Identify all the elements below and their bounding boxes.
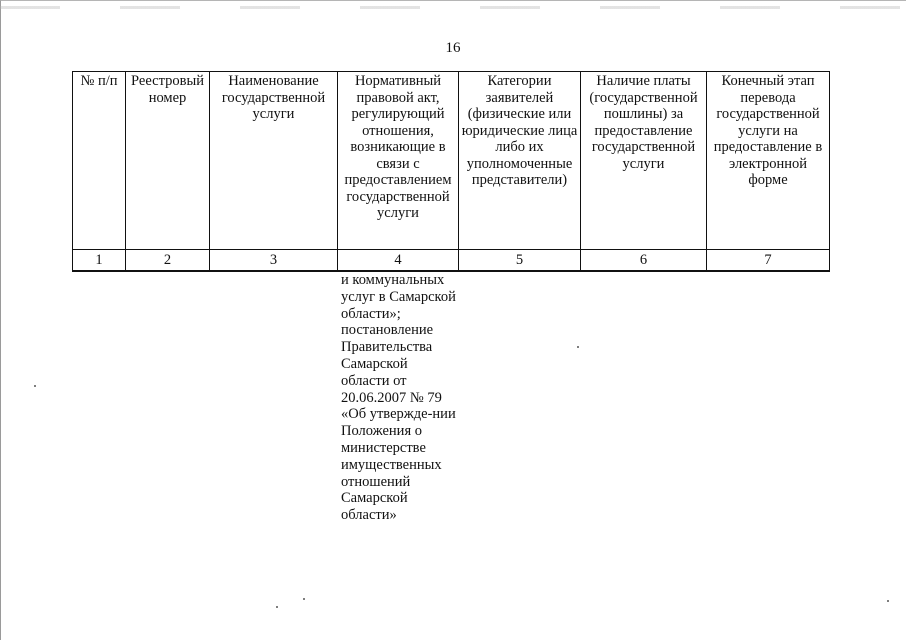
header-cell-number: № п/п (73, 72, 126, 250)
scan-speck (887, 600, 889, 602)
services-table (72, 71, 830, 272)
header-cell-applicants: Категории заявителей (физические или юридические лица либо их уполномоченные представители) (459, 72, 581, 250)
column-number-cell: 1 (73, 250, 126, 272)
column-number-cell: 7 (707, 250, 830, 272)
scan-speck (276, 606, 278, 608)
column-number-cell: 3 (210, 250, 338, 272)
header-cell-service-name: Наименование государственной услуги (210, 72, 338, 250)
scan-artifact-line (0, 6, 906, 9)
table-header-row (73, 72, 830, 250)
page-number: 16 (445, 40, 461, 56)
header-cell-legal-act: Нормативный правовой акт, регулирующий отношения, возникающие в связи с предоставлением государственной услуги (338, 72, 459, 250)
table-column-numbers-row (73, 250, 830, 272)
column-number-cell: 4 (338, 250, 459, 272)
scan-speck (34, 385, 36, 387)
header-cell-registry: Реестровый номер (126, 72, 210, 250)
column-number-cell: 2 (126, 250, 210, 272)
header-cell-final-stage: Конечный этап перевода государственной услуги на предоставление в электронной форме (707, 72, 830, 250)
column-number-cell: 6 (581, 250, 707, 272)
scan-speck (303, 598, 305, 600)
legal-act-continuation-text: и коммунальных услуг в Самарской области»; постановление Правительства Самарской области от 20.06.2007 № 79 «Об утвержде-нии Положения о министерстве имущественных отношений Самарской области» (341, 272, 456, 524)
header-cell-fee: Наличие платы (государственной пошлины) за предоставление государственной услуги (581, 72, 707, 250)
column-number-cell: 5 (459, 250, 581, 272)
scan-speck (577, 346, 579, 348)
